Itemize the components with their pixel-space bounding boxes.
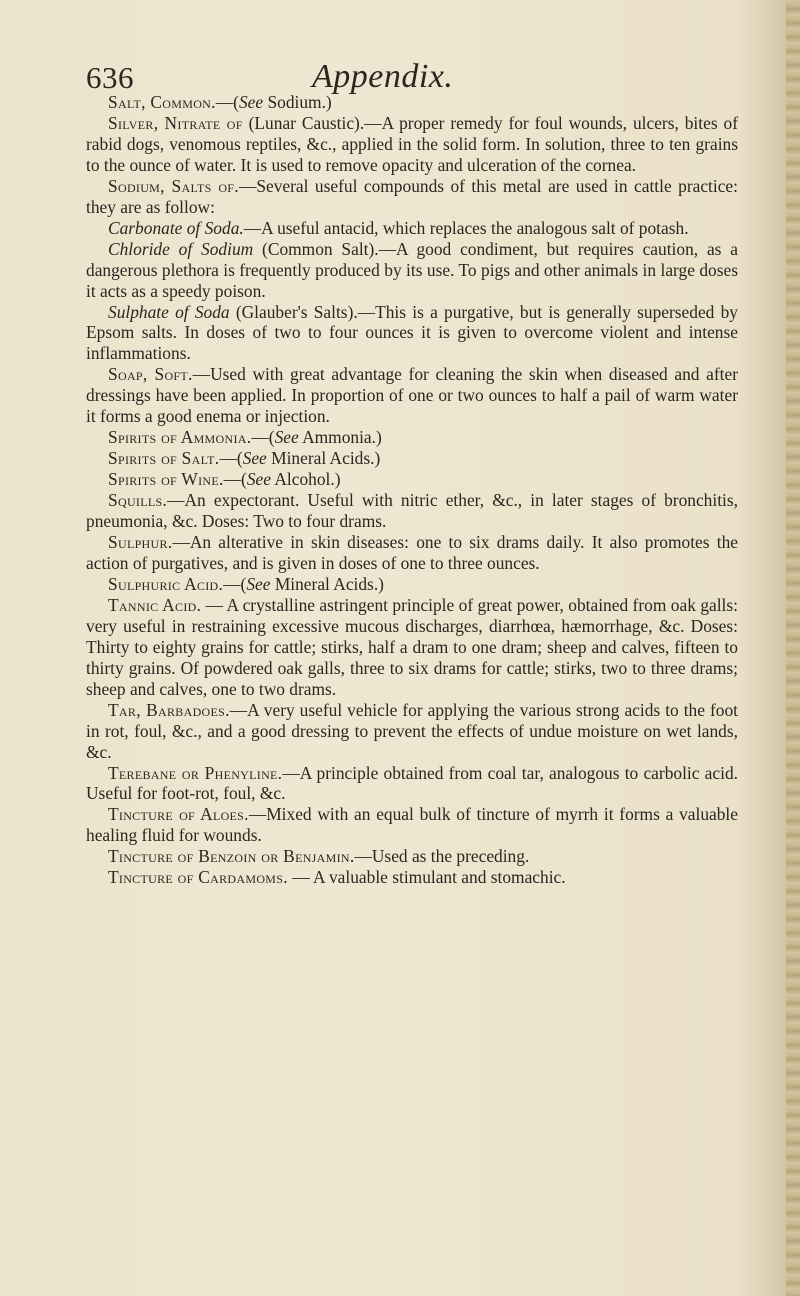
entry-ref-target: Sodium.) <box>263 92 332 112</box>
entry-sulphate-of-soda <box>86 302 738 365</box>
entry-dash: — <box>282 762 300 783</box>
entry-dash: — <box>215 92 234 112</box>
entry-tincture-of-aloes <box>86 804 738 846</box>
entry-soap-soft <box>86 364 738 427</box>
entry-heading: Tincture of Benzoin or Benjamin. <box>108 846 355 867</box>
entry-dash: — <box>172 532 190 553</box>
entry-heading: Sodium, Salts of. <box>108 175 239 196</box>
entry-dash: — <box>223 573 241 594</box>
entry-dash: — <box>229 699 248 720</box>
entry-dash: (Lunar Caustic).— <box>242 112 382 133</box>
entry-sulphuric-acid <box>86 574 738 595</box>
entry-carbonate-of-soda <box>86 218 738 239</box>
entry-body: An alterative in skin diseases: one to six drams daily. It also promotes the action of purgatives, and is given in doses of one to three ounces. <box>86 532 738 573</box>
entry-body: A good condiment, but requires caution, as a dangerous plethora is frequently produced by its use. To pigs and other animals in large doses it acts as a speedy poison. <box>86 238 738 301</box>
entry-dash: — <box>238 175 257 196</box>
entry-subheading: Chloride of Sodium <box>108 238 254 259</box>
entry-ref-open: ( <box>233 92 239 112</box>
entry-ref-target: Ammonia.) <box>298 427 382 448</box>
entry-dash: — <box>248 804 267 825</box>
entry-heading: Spirits of Salt. <box>108 448 220 469</box>
entry-heading: Squills. <box>108 490 168 511</box>
entry-ref-see: See <box>242 448 267 469</box>
entry-dash: — <box>287 867 314 888</box>
entry-body: A proper remedy for foul wounds, ulcers, bites of rabid dogs, venomous reptiles, &c., applied in the solid form. In solution, three to ten grains to the ounce of water. It is used to remove opacity and ulceration of the cornea. <box>86 112 738 175</box>
entry-heading: Terebane or Phenyline. <box>108 762 283 783</box>
entry-sulphur <box>86 532 738 574</box>
entry-body: An expectorant. Useful with nitric ether, &c., in later stages of bronchitis, pneumonia, &c. Doses: Two to four drams. <box>86 490 738 532</box>
entry-silver-nitrate <box>86 113 738 176</box>
entry-ref-target: Mineral Acids.) <box>270 573 384 594</box>
entry-body: A principle obtained from coal tar, analogous to carbolic acid. Useful for foot-rot, foul, &c. <box>86 762 738 804</box>
entry-heading: Tannic Acid. <box>108 594 202 615</box>
entry-sodium-salts <box>86 176 738 218</box>
entry-dash: — <box>219 448 237 469</box>
entry-heading: Spirits of Ammonia. <box>108 427 252 448</box>
entry-dash: — <box>192 364 211 385</box>
entry-dash: — <box>223 469 242 490</box>
entry-spirits-of-salt <box>86 448 738 469</box>
entry-ref-target: Alcohol.) <box>270 469 341 490</box>
entry-ref-target: Mineral Acids.) <box>266 448 381 469</box>
entry-dash: — <box>354 846 372 867</box>
entry-body: Used with great advantage for cleaning the skin when diseased and after dressings have been applied. In proportion of one or two ounces to half a pail of warm water it forms a good enema or injection. <box>86 364 738 427</box>
entry-subheading: Sulphate of Soda <box>108 301 230 322</box>
entry-dash: — <box>201 594 227 615</box>
entry-subheading: Carbonate of Soda. <box>108 217 244 238</box>
entry-ref-see: See <box>246 469 271 490</box>
entry-tar-barbadoes <box>86 700 738 763</box>
entry-dash: — <box>243 217 262 238</box>
entry-dash: (Glauber's Salts).— <box>229 301 376 322</box>
entry-heading: Silver, Nitrate of <box>108 112 243 133</box>
entry-ref-see: See <box>246 573 271 594</box>
entry-spirits-of-ammonia <box>86 427 738 448</box>
entry-dash: (Common Salt).— <box>253 238 397 259</box>
entry-heading: Tar, Barbadoes. <box>108 699 230 720</box>
entry-body: A valuable stimulant and stomachic. <box>313 867 566 888</box>
page-number: 636 <box>86 60 134 95</box>
running-head: Appendix. <box>312 58 454 95</box>
entry-tannic-acid <box>86 595 738 700</box>
entry-dash: — <box>251 427 269 448</box>
entry-ref-see: See <box>274 427 299 448</box>
entry-body: Mixed with an equal bulk of tincture of myrrh it forms a valuable healing fluid for wounds. <box>86 804 738 846</box>
entry-ref-see: See <box>238 92 264 112</box>
entry-ref-open: ( <box>236 448 243 469</box>
page-body <box>86 92 738 888</box>
entry-ref-open: ( <box>241 469 247 490</box>
entry-body: Several useful compounds of this metal are used in cattle practice: they are as follow: <box>86 175 738 217</box>
entry-body: Used as the preceding. <box>371 846 530 867</box>
entry-heading: Soap, Soft. <box>108 364 193 385</box>
page-edge <box>786 0 800 1296</box>
entry-squills <box>86 490 738 532</box>
entry-body: This is a purgative, but is generally superseded by Epsom salts. In doses of two to four ounces it is given to overcome violent and intense inflammations. <box>86 301 738 364</box>
entry-chloride-of-sodium <box>86 239 738 302</box>
entry-body: A crystalline astringent principle of great power, obtained from oak galls: very useful in restraining excessive mucous discharges, diarrhœa, hæmorrhage, &c. Doses: Thirty to eighty grains for cattle; stirks, half a dram to one dram; sheep and calves, fifteen to thirty grains. Of powdered oak galls, three to six drams for cattle; stirks, two to three drams; sheep and calves, one to two drams. <box>86 594 738 699</box>
entry-ref-open: ( <box>268 427 275 448</box>
entry-heading: Salt, Common. <box>108 92 216 112</box>
entry-spirits-of-wine <box>86 469 738 490</box>
entry-heading: Sulphuric Acid. <box>108 573 224 594</box>
entry-tincture-of-benzoin <box>86 846 738 867</box>
entry-dash: — <box>167 490 185 511</box>
entry-salt-common <box>86 92 738 113</box>
entry-terebane <box>86 763 738 805</box>
entry-heading: Sulphur. <box>108 532 173 553</box>
entry-tincture-of-cardamoms <box>86 867 738 888</box>
entry-heading: Tincture of Cardamoms. <box>108 867 288 888</box>
entry-heading: Spirits of Wine. <box>108 469 224 490</box>
entry-heading: Tincture of Aloes. <box>108 804 249 825</box>
entry-ref-open: ( <box>240 573 247 594</box>
entry-body: A very useful vehicle for applying the various strong acids to the foot in rot, foul, &c., and a good dressing to prevent the effects of undue moisture on wet lands, &c. <box>86 699 738 762</box>
entry-body: A useful antacid, which replaces the analogous salt of potash. <box>261 217 689 238</box>
